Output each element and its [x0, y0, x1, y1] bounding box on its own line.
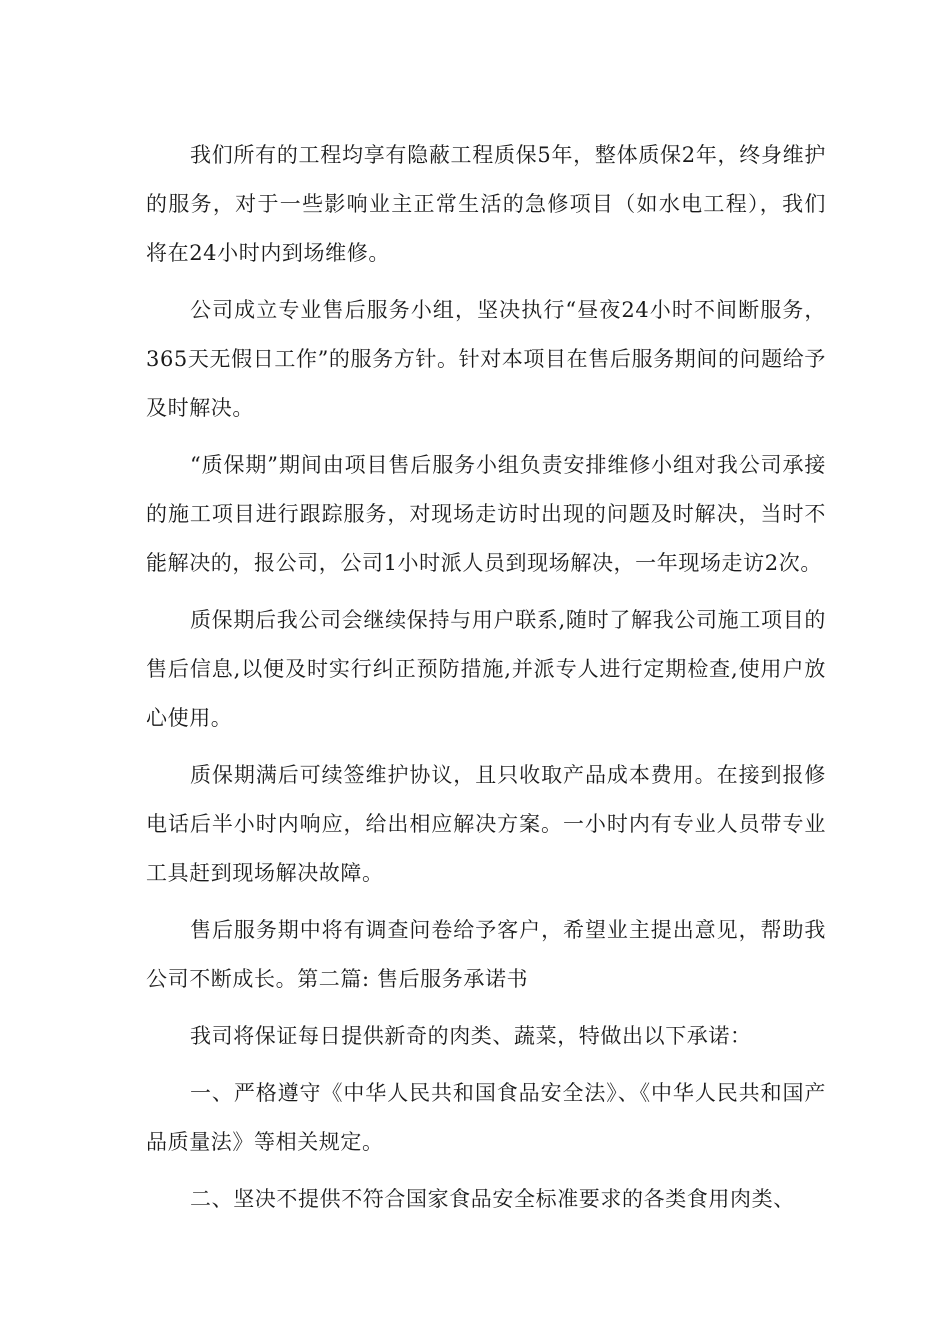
paragraph-warranty-terms: 我们所有的工程均享有隐蔽工程质保5年，整体质保2年，终身维护的服务，对于一些影响业主正常生活的急修项目（如水电工程），我们将在24小时内到场维修。: [146, 143, 826, 265]
paragraph-commitment-intro: 我司将保证每日提供新奇的肉类、蔬菜，特做出以下承诺：: [190, 1024, 752, 1048]
paragraph-maintenance-agreement: 质保期满后可续签维护协议，且只收取产品成本费用。在接到报修电话后半小时内响应，给出相应解决方案。一小时内有专业人员带专业工具赶到现场解决故障。: [146, 763, 826, 885]
paragraph-post-warranty: 质保期后我公司会继续保持与用户联系,随时了解我公司施工项目的售后信息,以便及时实行纠正预防措施,并派专人进行定期检查,使用户放心使用。: [146, 608, 826, 730]
paragraph-commitment-2: 二、坚决不提供不符合国家食品安全标准要求的各类食用肉类、: [190, 1187, 795, 1211]
paragraph-warranty-period-service: “质保期”期间由项目售后服务小组负责安排维修小组对我公司承接的施工项目进行跟踪服务，对现场走访时出现的问题及时解决，当时不能解决的，报公司，公司1小时派人员到现场解决，一年现场走访2次。: [146, 453, 826, 575]
paragraph-service-team: 公司成立专业售后服务小组，坚决执行“昼夜24小时不间断服务，365天无假日工作”的服务方针。针对本项目在售后服务期间的问题给予及时解决。: [146, 298, 826, 420]
paragraph-commitment-1: 一、严格遵守《中华人民共和国食品安全法》、《中华人民共和国产品质量法》等相关规定。: [146, 1081, 826, 1154]
paragraph-survey-and-second-title: 售后服务期中将有调查问卷给予客户，希望业主提出意见，帮助我公司不断成长。第二篇: 售后服务承诺书: [146, 918, 826, 991]
document-body: [146, 131, 826, 1232]
